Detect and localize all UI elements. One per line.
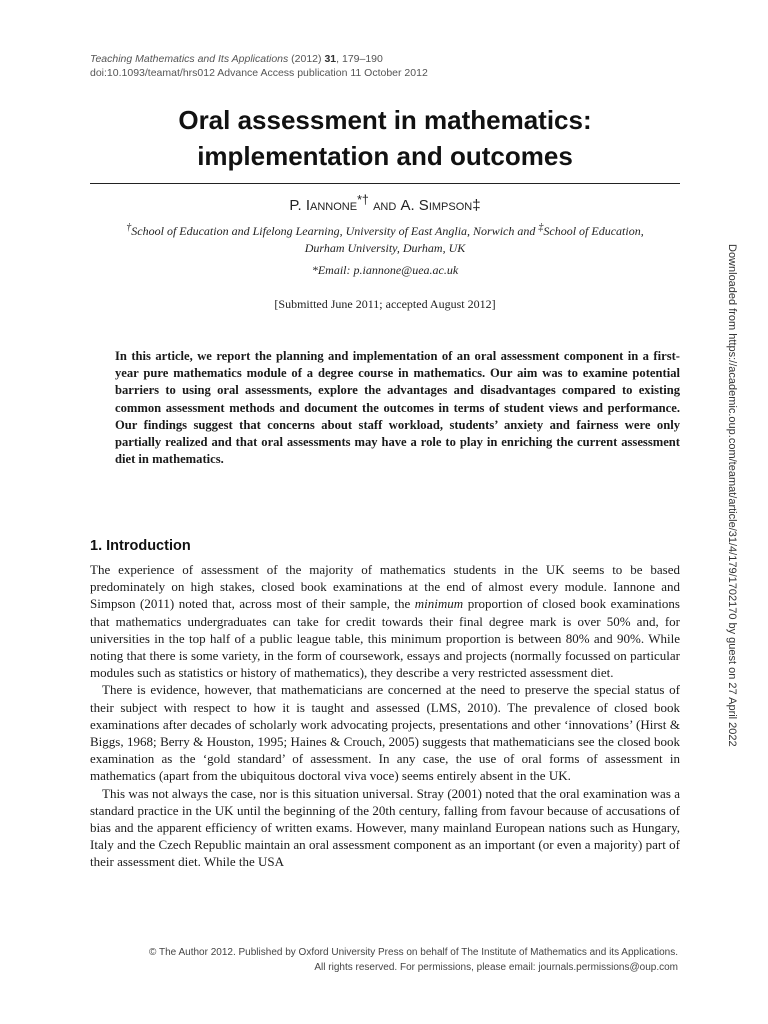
affiliation-part-2: School of Education, [543, 224, 644, 238]
affiliation-part-1: School of Education and Lifelong Learning, University of East Anglia, Norwich and [131, 224, 539, 238]
section-heading-introduction [90, 538, 191, 554]
journal-volume: 31 [324, 53, 337, 65]
title-divider [90, 183, 680, 184]
doi-line: doi:10.1093/teamat/hrs012 Advance Access publication 11 October 2012 [90, 67, 428, 79]
journal-name: Teaching Mathematics and Its Applications [90, 53, 289, 65]
section-title: Introduction [106, 538, 191, 554]
paragraph-1 [90, 561, 680, 681]
article-title [90, 102, 680, 174]
affiliation-mark-2: ‡ [538, 222, 544, 233]
author-conjunction: and [373, 197, 397, 214]
paragraph-1-part-b: proportion of closed book examinations that mathematics undergraduates can take for credit towards their final degree mark is over 50% and, for universities in the top half of a public league table, this minimum proportion is between 80% and 90%. While noting that there is some variety, in the form of coursework, essays and projects (normally focussed on particular modules such as statistics or history of mathematics), they describe a very restricted assessment diet. [90, 596, 680, 681]
journal-pages: , 179–190 [336, 53, 383, 65]
author-1-marks: *† [357, 193, 369, 207]
author-2-marks: ‡ [472, 197, 481, 214]
title-line-2: implementation and outcomes [197, 141, 573, 171]
author-1-name: P. Iannone [289, 197, 358, 214]
title-line-1: Oral assessment in mathematics: [178, 105, 592, 135]
paragraph-1-emphasis: minimum [414, 596, 464, 612]
copyright-line-1: © The Author 2012. Published by Oxford University Press on behalf of The Institute of Mathematics and its Applications. [149, 947, 678, 958]
paragraph-3: This was not always the case, nor is this situation universal. Stray (2001) noted that the oral examination was a standard practice in the UK until the beginning of the 20th century, falling from favour because of accusations of bias and the apparent efficiency of written exams. However, many mainland European nations such as Hungary, Italy and the Czech Republic maintain an oral assessment component as an important (or even a majority) part of their assessment diet. While the USA [90, 785, 680, 870]
paragraph-2: There is evidence, however, that mathematicians are concerned at the need to preserve the special status of their subject with respect to how it is taught and assessed (LMS, 2010). The prevalence of closed book examinations after decades of scholarly work advocating projects, presentations and other ‘innovations’ (Hirst & Biggs, 1968; Berry & Houston, 1995; Haines & Crouch, 2005) suggests that mathematicians see the closed book examination as the ‘gold standard’ of assessment. In any case, the use of oral forms of assessment in mathematics (apart from the ubiquitous doctoral viva voce) seems entirely absent in the UK. [90, 682, 680, 784]
body-text [90, 561, 680, 871]
citation-line [90, 52, 428, 66]
journal-year: (2012) [291, 53, 322, 65]
abstract: In this article, we report the planning and implementation of an oral assessment component in a first-year pure mathematics module of a degree course in mathematics. Our aim was to examine potential barriers to using oral assessments, explore the advantages and disadvantages compared to existing common assessment methods and document the outcomes in terms of student views and performance. Our findings suggest that concerns about staff workload, students’ anxiety and fairness were only partially realized and that oral assessments may have a role to play in enriching the current assessment diet in mathematics. [115, 349, 680, 467]
affiliation-line-2: Durham University, Durham, UK [304, 241, 466, 255]
affiliation-mark-1: † [126, 222, 132, 233]
submission-dates: [Submitted June 2011; accepted August 2012] [274, 297, 496, 311]
paragraph-1-part-a: The experience of assessment of the majority of mathematics students in the UK seems to be based predominately on high stakes, closed book examinations at the end of almost every module. Iannone and Simpson (2011) noted that, across most of their sample, the [90, 562, 680, 612]
download-watermark: Downloaded from https://academic.oup.com/teamat/article/31/4/179/1702170 by guest on 27 April 2022 [726, 244, 738, 747]
section-number: 1. [90, 538, 103, 554]
corresponding-email: *Email: p.iannone@uea.ac.uk [311, 263, 459, 277]
copyright-line-2: All rights reserved. For permissions, please email: journals.permissions@oup.com [314, 962, 678, 973]
journal-header [90, 52, 428, 80]
affiliations [90, 219, 680, 257]
author-list [90, 193, 680, 214]
affiliation-line-1 [90, 219, 680, 240]
author-2-name: A. Simpson [400, 197, 473, 214]
copyright-footer [149, 945, 678, 975]
